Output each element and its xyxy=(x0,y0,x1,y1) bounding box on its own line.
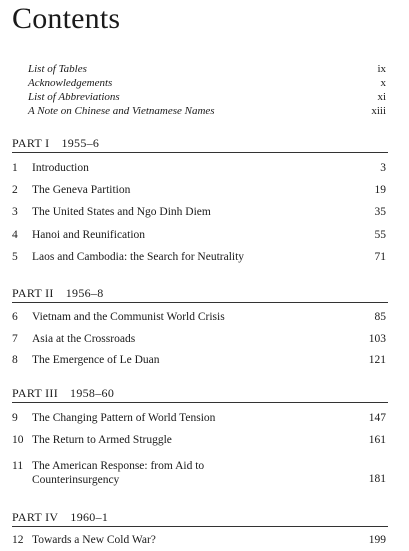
part-years: 1958–60 xyxy=(70,386,115,400)
chapter-number: 2 xyxy=(12,184,18,196)
page-number: 19 xyxy=(374,184,386,196)
front-matter-page: x xyxy=(380,77,386,89)
chapter-number: 6 xyxy=(12,311,18,323)
front-matter-item xyxy=(28,76,386,90)
chapter-number: 10 xyxy=(12,434,24,446)
page-number: 103 xyxy=(368,333,386,345)
front-matter-label: Acknowledgements xyxy=(28,77,113,89)
part-label: PART III xyxy=(12,386,59,400)
part-years: 1960–1 xyxy=(70,510,109,524)
part-heading xyxy=(12,386,386,401)
chapter-title: The Return to Armed Struggle xyxy=(32,434,172,446)
divider xyxy=(12,402,388,403)
front-matter-label: List of Tables xyxy=(28,63,87,75)
front-matter-item xyxy=(28,104,386,118)
chapter-number: 5 xyxy=(12,251,18,263)
page-number: 199 xyxy=(368,534,386,546)
part-years: 1955–6 xyxy=(61,136,100,150)
part-years: 1956–8 xyxy=(65,286,104,300)
chapter-title: The Geneva Partition xyxy=(32,184,131,196)
chapter-title: Hanoi and Reunification xyxy=(32,229,146,241)
chapter-number: 4 xyxy=(12,229,18,241)
page-number: 3 xyxy=(380,162,386,174)
chapter-title: Introduction xyxy=(32,162,89,174)
front-matter-page: xiii xyxy=(371,105,386,117)
front-matter-item xyxy=(28,90,386,104)
page-number: 35 xyxy=(374,206,386,218)
part-label: PART IV xyxy=(12,510,59,524)
front-matter-page: ix xyxy=(377,63,386,75)
chapter-number: 7 xyxy=(12,333,18,345)
part-heading xyxy=(12,286,386,301)
divider xyxy=(12,302,388,303)
front-matter-label: List of Abbreviations xyxy=(28,91,120,103)
part-heading xyxy=(12,510,386,525)
part-label: PART I xyxy=(12,136,50,150)
page-number: 71 xyxy=(374,251,386,263)
page-number: 55 xyxy=(374,229,386,241)
front-matter-item xyxy=(28,62,386,76)
page-number: 181 xyxy=(368,473,386,485)
chapter-title: The American Response: from Aid to Counterinsurgency xyxy=(32,460,205,486)
chapter-number: 9 xyxy=(12,412,18,424)
front-matter-list xyxy=(28,62,386,118)
chapter-title: Laos and Cambodia: the Search for Neutrality xyxy=(32,251,245,263)
chapter-title: The United States and Ngo Dinh Diem xyxy=(32,206,211,218)
part-heading xyxy=(12,136,386,151)
chapter-number: 1 xyxy=(12,162,18,174)
chapter-title: Asia at the Crossroads xyxy=(32,333,136,345)
chapter-title: The Emergence of Le Duan xyxy=(32,354,160,366)
chapter-number: 12 xyxy=(12,534,24,546)
chapter-number: 11 xyxy=(12,460,24,472)
divider xyxy=(12,526,388,527)
chapter-title: Vietnam and the Communist World Crisis xyxy=(32,311,225,323)
chapter-title: Towards a New Cold War? xyxy=(32,534,156,546)
page-number: 121 xyxy=(368,354,386,366)
part-label: PART II xyxy=(12,286,54,300)
page-number: 161 xyxy=(368,434,386,446)
chapter-title: The Changing Pattern of World Tension xyxy=(32,412,216,424)
chapter-number: 8 xyxy=(12,354,18,366)
chapter-number: 3 xyxy=(12,206,18,218)
page-title: Contents xyxy=(12,2,121,35)
front-matter-label: A Note on Chinese and Vietnamese Names xyxy=(28,105,215,117)
front-matter-page: xi xyxy=(377,91,386,103)
page-number: 85 xyxy=(374,311,386,323)
divider xyxy=(12,152,388,153)
page-number: 147 xyxy=(368,412,386,424)
